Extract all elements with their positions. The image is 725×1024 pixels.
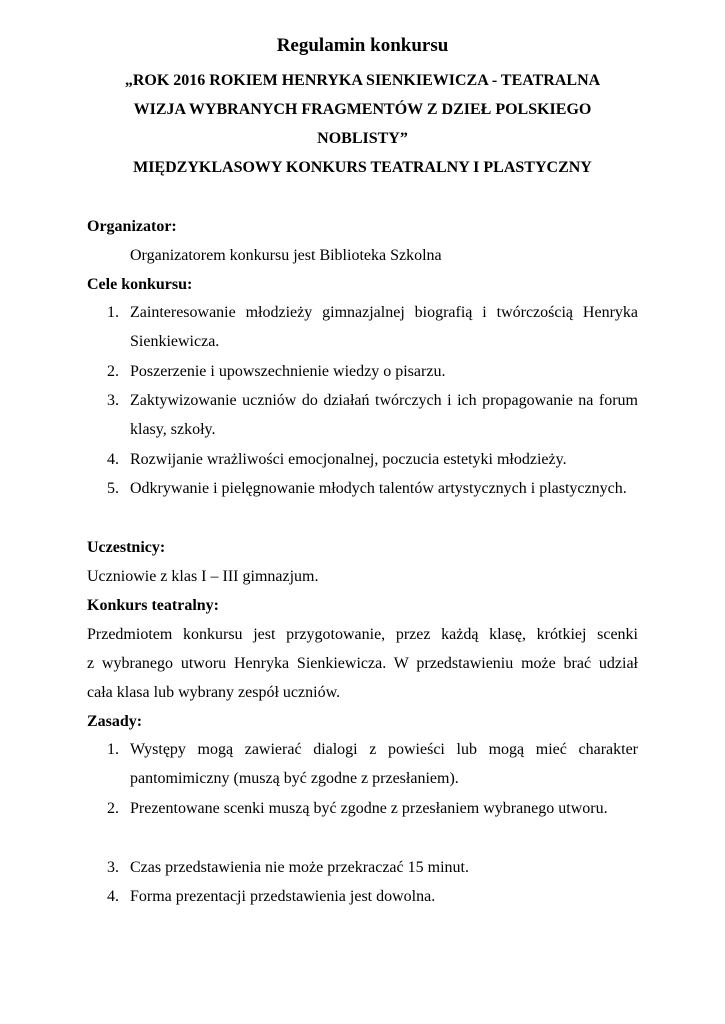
goals-item-text: Odkrywanie i pielęgnowanie młodych talentów artystycznych i plastycznych. [130, 480, 627, 497]
goals-list-item [87, 386, 638, 444]
rules-item-number: 3. [107, 859, 119, 876]
rules-item-number: 2. [107, 800, 119, 817]
document-title: Regulamin konkursu [276, 35, 449, 56]
goals-list-item [87, 474, 638, 503]
goals-item-text: Poszerzenie i upowszechnienie wiedzy o pisarzu. [130, 363, 446, 380]
goals-list-item [87, 445, 638, 474]
goals-item-number: 1. [107, 304, 119, 321]
goals-list-item [87, 298, 638, 356]
subtitle-line-3: NOBLISTY” [317, 130, 408, 147]
theater-contest-heading: Konkurs teatralny: [87, 597, 219, 614]
rules-item-text: Występy mogą zawierać dialogi z powieści lub mogą mieć charakter pantomimiczny (muszą być zgodne z przesłaniem). [130, 741, 638, 787]
participants-heading: Uczestnicy: [87, 539, 166, 556]
rules-list-item [87, 882, 638, 911]
subtitle-line-2: WIZJA WYBRANYCH FRAGMENTÓW Z DZIEŁ POLSKIEGO [133, 101, 592, 118]
rules-item-text: Czas przedstawienia nie może przekraczać 15 minut. [130, 859, 469, 876]
theater-contest-line-1: Przedmiotem konkursu jest przygotowanie, przez każdą klasę, krótkiej scenki [87, 626, 638, 643]
rules-list-item [87, 794, 638, 823]
theater-contest-line-3: cała klasa lub wybrany zespół uczniów. [87, 684, 341, 701]
rules-list-item [87, 735, 638, 793]
goals-item-number: 5. [107, 480, 119, 497]
goals-item-text: Zainteresowanie młodzieży gimnazjalnej biografią i twórczością Henryka Sienkiewicza. [130, 304, 638, 350]
goals-heading: Cele konkursu: [87, 276, 193, 293]
rules-list-item [87, 853, 638, 882]
goals-item-text: Rozwijanie wrażliwości emocjonalnej, poczucia estetyki młodzieży. [130, 451, 567, 468]
subtitle-line-4: MIĘDZYKLASOWY KONKURS TEATRALNY I PLASTYCZNY [133, 159, 592, 176]
rules-item-text: Prezentowane scenki muszą być zgodne z przesłaniem wybranego utworu. [130, 800, 608, 817]
rules-item-text: Forma prezentacji przedstawienia jest dowolna. [130, 888, 436, 905]
goals-list-item [87, 357, 638, 386]
rules-item-number: 1. [107, 741, 119, 758]
rules-item-number: 4. [107, 888, 119, 905]
goals-item-number: 3. [107, 392, 119, 409]
subtitle-line-1: „ROK 2016 ROKIEM HENRYKA SIENKIEWICZA - TEATRALNA [124, 72, 601, 89]
goals-item-number: 2. [107, 363, 119, 380]
participants-text: Uczniowie z klas I – III gimnazjum. [87, 568, 319, 585]
rules-heading: Zasady: [87, 713, 143, 730]
goals-item-number: 4. [107, 451, 119, 468]
theater-contest-line-2: z wybranego utworu Henryka Sienkiewicza. W przedstawieniu może brać udział [87, 655, 638, 672]
organizer-text: Organizatorem konkursu jest Biblioteka Szkolna [130, 247, 442, 264]
goals-item-text: Zaktywizowanie uczniów do działań twórczych i ich propagowanie na forum klasy, szkoły. [130, 392, 638, 438]
organizer-heading: Organizator: [87, 218, 177, 235]
